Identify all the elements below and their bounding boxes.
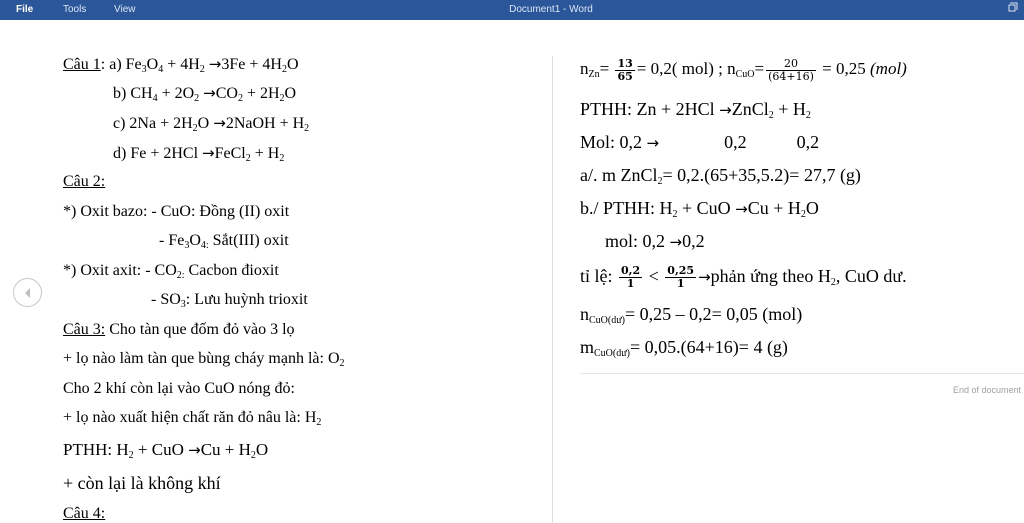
question-3-line-5: + còn lại là không khí [63,473,221,493]
part-b-equation: b./ PTHH: $H_2$ + CuO $\to Cu + H_2O$ [580,198,819,220]
arrow-icon: → [203,84,216,102]
question-1b: b) $CH_4 + 2O_2 \to CO_2 + 2H_2O$ [113,84,297,104]
tab-tools[interactable]: Tools [63,4,87,15]
question-3-label: Câu 3: [63,321,106,338]
moles-row: nZn= $\frac{13}{65}$ = 0,2( mol) ; nCuO= $\frac{20}{(64+16)}$ = 0,25 (mol) [580,56,907,83]
fraction-zn: $\frac{13}{65}$ [617,56,633,83]
window-title: Document1 - Word [509,4,593,15]
arrow-icon: → [213,114,226,132]
arrow-icon: → [669,233,683,251]
arrow-icon: → [208,55,222,73]
arrow-icon: → [735,200,748,218]
tab-view[interactable]: View [114,4,136,15]
restore-icon[interactable] [1006,2,1020,16]
question-3-line-3: + lọ nào xuất hiện chất răn đỏ nâu là: $H_2$ [63,409,322,428]
page-divider [552,56,553,523]
m-cuo-excess-row: $m_{CuO(dư)}= 0,05.(64+16)= 4$ (g) [580,337,788,359]
ratio-row: tỉ lệ: $\frac{0,2}{1}$ < $\frac{0,25}{1}$ →phản ứng theo $H_2$, CuO dư. [580,264,907,291]
question-3-equation: PTHH: $H_2$ + CuO $\to Cu + H_2O$ [63,440,269,461]
n-cuo-excess-row: $n_{CuO(dư)}= 0,25 - 0,2= 0,05$ (mol) [580,304,803,326]
question-3-title: Câu 3: Cho tàn que đốm đỏ vào 3 lọ [63,321,295,338]
chevron-left-icon [22,287,34,299]
question-2-fe3o4: - $Fe_3O_{4:}$ Sắt(III) oxit [159,232,289,251]
question-2-label: Câu 2: [63,173,106,190]
fraction-cuo: $\frac{20}{(64+16)}$ [768,56,814,83]
question-2-basic-oxide: *) Oxit bazo: - CuO: Đồng (II) oxit [63,203,290,220]
question-4-label: Câu 4: [63,505,106,522]
question-3-line-1: + lọ nào làm tàn que bùng cháy mạnh là: $O_2$ [63,350,345,369]
question-2-so3: - $SO_3$: Lưu huỳnh trioxit [151,291,308,310]
part-b-mol-row: mol: 0,2 →0,2 [605,231,705,251]
title-bar [0,0,1024,20]
question-2-acid-oxide: *) Oxit axit: - $CO_{2:}$ Cacbon đioxit [63,262,279,281]
question-1-label: Câu 1 [63,56,101,73]
equation-zn-hcl: PTHH: Zn + 2HCl →ZnCl$_2$ + $H_2$ [580,99,811,121]
arrow-icon: → [202,144,215,162]
end-rule [580,373,1024,374]
question-3-line-2: Cho 2 khí còn lại vào CuO nóng đỏ: [63,380,295,397]
mol-row: Mol: 0,2 → 0,2 0,2 [580,132,820,152]
fraction-ratio-2: $\frac{0,25}{1}$ [667,264,695,291]
question-1a: Câu 1: a) $Fe_3O_4 + 4H_2 \to 3Fe + 4H_2O$ [63,55,299,75]
arrow-icon: → [646,134,660,152]
tab-file[interactable]: File [16,4,34,15]
question-1d: d) Fe + 2HCl →FeCl$_2$ + $H_2$ [113,144,285,164]
fraction-ratio-1: $\frac{0,2}{1}$ [621,264,641,291]
arrow-icon: → [188,441,201,459]
back-button[interactable] [13,278,42,307]
end-of-document-label: End of document [953,385,1022,395]
part-a-row: a/. m ZnCl$_2$= 0,2.(65+35,5.2)= 27,7 (g) [580,165,861,187]
question-1c: c) $2Na + 2H_2O$ →2NaOH + $H_2$ [113,114,310,134]
arrow-icon: → [719,101,732,119]
arrow-icon: → [698,268,711,286]
